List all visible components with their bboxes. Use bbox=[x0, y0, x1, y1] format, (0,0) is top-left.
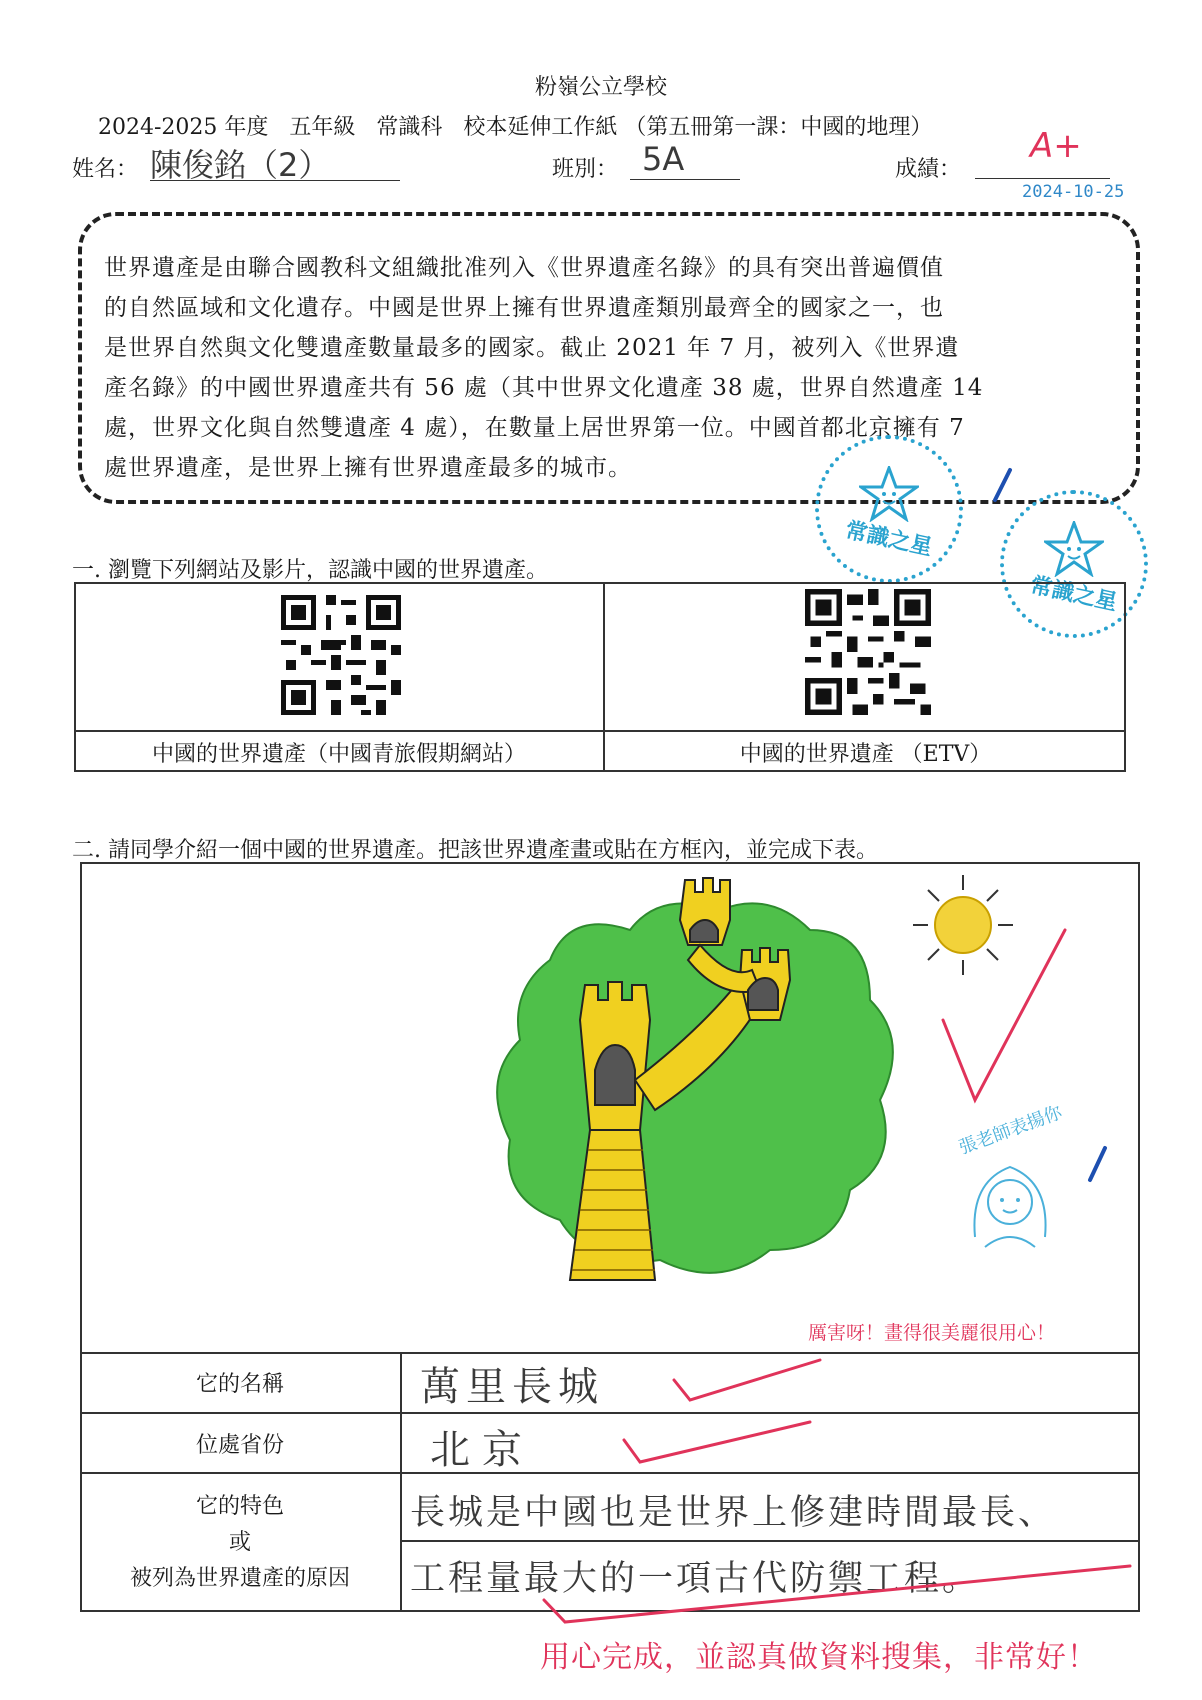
teacher-comment: 用心完成，並認真做資料搜集，非常好！ bbox=[540, 1640, 1098, 1675]
label-province bbox=[80, 1414, 400, 1472]
worksheet-title: 2024-2025 年度 五年級 常識科 校本延伸工作紙 （第五冊第一課：中國的地理） bbox=[98, 115, 933, 140]
section2-title: 二. 請同學介紹一個中國的世界遺產。把該世界遺產畫或貼在方框內，並完成下表。 bbox=[72, 838, 878, 863]
label-text: 或 bbox=[228, 1530, 251, 1555]
school-name: 粉嶺公立學校 bbox=[534, 75, 667, 100]
answer-text: 工程量最大的一項古代防禦工程。 bbox=[410, 1559, 981, 1599]
name-value: 陳俊銘（2） bbox=[150, 146, 331, 184]
name-label: 姓名： bbox=[72, 157, 139, 182]
grade-label: 成績： bbox=[895, 157, 962, 182]
teacher-stamp bbox=[940, 1102, 1080, 1270]
qr-code-icon[interactable] bbox=[800, 584, 936, 720]
answer-table-divider bbox=[400, 1352, 402, 1612]
label-text: 它的名稱 bbox=[195, 1371, 284, 1397]
tick-mark-icon bbox=[990, 460, 1030, 510]
grade-underline bbox=[975, 178, 1110, 179]
intro-line: 是世界自然與文化雙遺產數量最多的國家。截止 2021 年 7 月，被列入《世界遺 bbox=[104, 335, 960, 361]
intro-line: 處，世界文化與自然雙遺產 4 處），在數量上居世界第一位。中國首都北京擁有 7 bbox=[104, 415, 965, 441]
label-features bbox=[80, 1474, 400, 1612]
website-caption[interactable] bbox=[74, 732, 604, 772]
label-text: 位處省份 bbox=[195, 1432, 284, 1458]
check-mark-icon bbox=[620, 1410, 820, 1470]
girl-face-icon bbox=[955, 1142, 1065, 1252]
tick-mark-icon bbox=[1085, 1140, 1115, 1190]
class-value: 5A bbox=[642, 140, 685, 178]
great-wall-drawing bbox=[490, 870, 930, 1300]
star-stamp bbox=[815, 435, 963, 583]
website-caption-text: 中國的世界遺產（中國青旅假期網站） bbox=[151, 741, 526, 767]
check-mark-icon bbox=[540, 1560, 1140, 1630]
check-mark-icon bbox=[670, 1350, 830, 1410]
name-field[interactable] bbox=[150, 140, 400, 184]
intro-text bbox=[104, 248, 1104, 488]
answer-text: 萬里長城 bbox=[420, 1364, 604, 1410]
class-label: 班別： bbox=[552, 157, 619, 182]
label-name bbox=[80, 1352, 400, 1412]
teacher-stamp-text: 張老師表揚你 bbox=[956, 1102, 1065, 1159]
class-field[interactable] bbox=[630, 140, 740, 180]
star-icon bbox=[1044, 521, 1104, 577]
star-stamp-text: 常識之星 bbox=[842, 517, 935, 561]
label-text: 被列為世界遺產的原因 bbox=[129, 1566, 350, 1591]
qr-code-icon[interactable] bbox=[276, 590, 406, 720]
video-caption-text: 中國的世界遺產 （ETV） bbox=[739, 741, 992, 767]
check-mark-icon bbox=[935, 920, 1075, 1120]
section1-title: 一. 瀏覽下列網站及影片，認識中國的世界遺產。 bbox=[72, 558, 548, 583]
answer-text: 北京 bbox=[430, 1427, 534, 1473]
answer-text: 長城是中國也是世界上修建時間最長、 bbox=[410, 1493, 1057, 1533]
grade-value: A+ bbox=[1030, 126, 1082, 166]
star-icon bbox=[859, 466, 919, 522]
video-caption[interactable] bbox=[605, 732, 1126, 772]
intro-line: 世界遺產是由聯合國教科文組織批准列入《世界遺產名錄》的具有突出普遍價值 bbox=[104, 255, 944, 281]
star-stamp-text: 常識之星 bbox=[1027, 572, 1120, 616]
date-stamp: 2024-10-25 bbox=[1022, 182, 1125, 202]
intro-line: 產名錄》的中國世界遺產共有 56 處（其中世界文化遺產 38 處，世界自然遺產 14 bbox=[104, 375, 984, 401]
intro-line: 的自然區域和文化遺存。中國是世界上擁有世界遺產類別最齊全的國家之一，也 bbox=[104, 295, 944, 321]
label-text: 它的特色 bbox=[195, 1494, 284, 1519]
drawing-comment: 厲害呀！畫得很美麗很用心！ bbox=[808, 1322, 1056, 1344]
intro-line: 處世界遺產，是世界上擁有世界遺產最多的城市。 bbox=[104, 455, 632, 481]
